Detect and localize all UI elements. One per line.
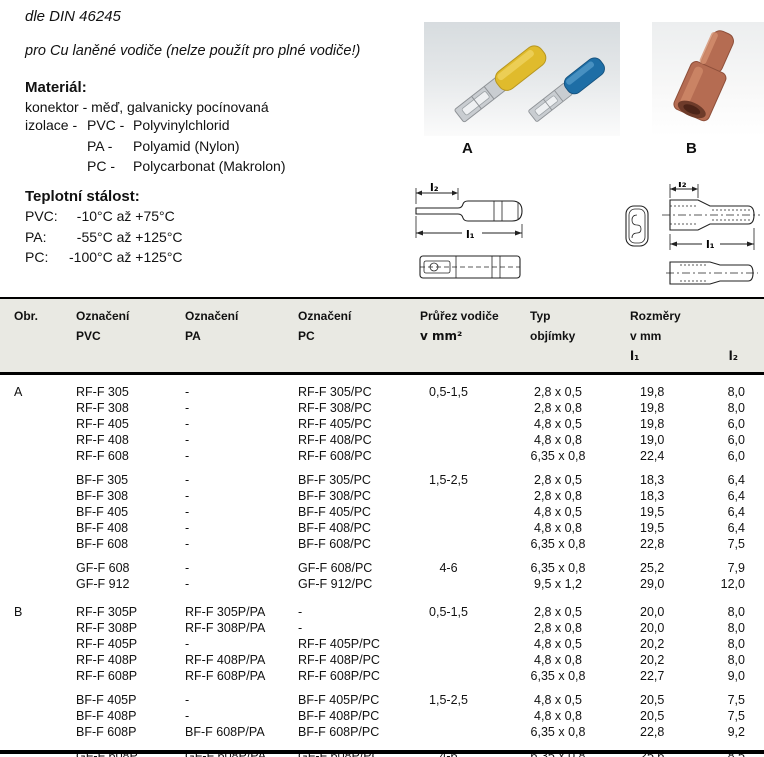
table-row (0, 504, 764, 520)
insulation-name: Polyvinylchlorid (133, 117, 230, 133)
table-row (0, 576, 764, 592)
dim-l1-value: 20,0 (640, 605, 665, 619)
pc-designation: BF-F 308/PC (298, 489, 371, 503)
dim-l1-value: 19,0 (640, 433, 665, 447)
pvc-designation: BF-F 608P (76, 725, 137, 739)
header-prurez: Průřez vodiče (420, 309, 499, 323)
dim-l1-value: 19,8 (640, 401, 665, 415)
sleeve-type: 4,8 x 0,8 (534, 653, 582, 667)
dim-l1-value: 22,8 (640, 537, 665, 551)
group-spacer (0, 684, 764, 692)
table-row (0, 636, 764, 652)
pa-designation: RF-F 408P/PA (185, 653, 266, 667)
section-label: B (14, 605, 23, 619)
pvc-designation: BF-F 308 (76, 489, 129, 503)
pc-designation: - (298, 621, 303, 635)
pvc-designation: RF-F 308P (76, 621, 138, 635)
dim-l2-value: 6,0 (727, 449, 745, 463)
pa-designation: - (185, 417, 190, 431)
wire-cross-section: 0,5-1,5 (429, 605, 468, 619)
pa-designation: - (185, 401, 190, 415)
pc-designation: BF-F 408P/PC (298, 709, 380, 723)
pc-designation: GF-F 608/PC (298, 561, 373, 575)
dim-l2-value: 8,0 (727, 385, 745, 399)
table-row (0, 692, 764, 708)
sleeve-type: 9,5 x 1,2 (534, 577, 582, 591)
dim-l2-value: 6,0 (727, 417, 745, 431)
pc-designation: GF-F 912/PC (298, 577, 373, 591)
pa-designation: - (185, 577, 190, 591)
header-pa: PA (185, 329, 201, 343)
header-l2: l₂ (728, 349, 738, 363)
temperature-title: Teplotní stálost: (25, 188, 140, 205)
pc-designation: BF-F 608P/PC (298, 725, 380, 739)
insulation-name: Polycarbonat (Makrolon) (133, 158, 286, 174)
sleeve-type: 4,8 x 0,5 (534, 637, 582, 651)
sleeve-type: 6,35 x 0,8 (530, 449, 586, 463)
dim-l2-value: 8,0 (727, 637, 745, 651)
dim-l1-value: 20,2 (640, 637, 665, 651)
dim-l2-value: 7,9 (727, 561, 745, 575)
table-row (0, 488, 764, 504)
sleeve-type: 6,35 x 0,8 (530, 537, 586, 551)
table-row (0, 416, 764, 432)
wire-cross-section: 0,5-1,5 (429, 385, 468, 399)
dim-l1-value: 19,8 (640, 417, 665, 431)
pvc-designation: RF-F 608P (76, 669, 138, 683)
pc-designation: RF-F 405P/PC (298, 637, 380, 651)
sleeve-type: 2,8 x 0,8 (534, 489, 582, 503)
dim-l1-value: 19,8 (640, 385, 665, 399)
dim-l2-value: 8,0 (727, 653, 745, 667)
figure-b-label: B (686, 140, 697, 157)
spec-table (0, 297, 764, 757)
temperature-list (25, 208, 183, 265)
table-row (0, 448, 764, 464)
spec-table-body (0, 375, 764, 757)
pc-designation: RF-F 405/PC (298, 417, 372, 431)
pa-designation: RF-F 308P/PA (185, 621, 266, 635)
sleeve-type: 2,8 x 0,8 (534, 621, 582, 635)
dim-l2-value: 6,0 (727, 433, 745, 447)
pvc-designation: RF-F 405P (76, 637, 138, 651)
insulation-name: Polyamid (Nylon) (133, 137, 240, 154)
dim-l1-value: 20,0 (640, 621, 665, 635)
sleeve-type: 6,35 x 0,8 (530, 725, 586, 739)
pc-designation: BF-F 405/PC (298, 505, 371, 519)
sleeve-type: 2,8 x 0,5 (534, 473, 582, 487)
pa-designation: - (185, 489, 190, 503)
pa-designation: - (185, 473, 190, 487)
dim-l2-value: 8,0 (727, 621, 745, 635)
table-row (0, 472, 764, 488)
photo-connectors-a (424, 22, 620, 136)
bottom-rule (0, 750, 764, 754)
group-spacer (0, 740, 764, 748)
dim-l2-value: 9,0 (727, 669, 745, 683)
table-row (0, 652, 764, 668)
pc-designation: BF-F 305/PC (298, 473, 371, 487)
wire-cross-section: 4-6 (439, 561, 458, 575)
header-obr: Obr. (14, 309, 39, 323)
pvc-designation: RF-F 408 (76, 433, 129, 447)
sleeve-type: 6,35 x 0,8 (530, 669, 586, 683)
temp-range: -100°C až +125°C (69, 249, 183, 265)
pa-designation: RF-F 608P/PA (185, 669, 266, 683)
pc-designation: BF-F 405P/PC (298, 693, 380, 707)
pa-designation: - (185, 693, 190, 707)
table-row (0, 384, 764, 400)
pvc-designation: RF-F 305P (76, 605, 138, 619)
header-vmm: v mm (630, 329, 662, 343)
temp-label: PC: (25, 249, 49, 265)
pa-designation: - (185, 561, 190, 575)
usage-note: pro Cu laněné vodiče (nelze použít pro plné vodiče!) (25, 43, 361, 59)
table-row (0, 520, 764, 536)
dim-l2-value: 8,0 (727, 605, 745, 619)
pc-designation: - (298, 605, 303, 619)
pvc-designation: BF-F 408 (76, 521, 129, 535)
header-oznaceni-pa: Označení (185, 309, 239, 323)
insulation-abbr: PVC - (87, 117, 125, 133)
insulation-list (25, 117, 286, 174)
dim-l2-label: l₂ (430, 182, 439, 194)
sleeve-type: 2,8 x 0,5 (534, 385, 582, 399)
dim-l1-label: l₁ (466, 228, 475, 241)
pa-designation: - (185, 433, 190, 447)
header-oznaceni-pc: Označení (298, 309, 352, 323)
table-row (0, 620, 764, 636)
pa-designation: RF-F 305P/PA (185, 605, 266, 619)
sleeve-type: 4,8 x 0,8 (534, 709, 582, 723)
temp-label: PVC: (25, 208, 58, 224)
dimension-diagram-a (406, 182, 548, 299)
temp-label: PA: (25, 228, 47, 245)
sleeve-type: 4,8 x 0,8 (534, 521, 582, 535)
pa-designation: - (185, 537, 190, 551)
pa-designation: BF-F 608P/PA (185, 725, 265, 739)
pc-designation: RF-F 305/PC (298, 385, 372, 399)
section-spacer (0, 592, 764, 604)
dim-l1-value: 22,7 (640, 669, 665, 683)
dim-l1-value: 20,2 (640, 653, 665, 667)
pc-designation: RF-F 608P/PC (298, 669, 380, 683)
header-pvc: PVC (76, 329, 101, 343)
header-pc: PC (298, 329, 315, 343)
dim-l1-value: 25,2 (640, 561, 665, 575)
pa-designation: - (185, 521, 190, 535)
dim-l1-value: 19,5 (640, 521, 665, 535)
dim-l1-label: l₁ (706, 238, 715, 251)
table-row (0, 724, 764, 740)
connector-photo-a-image (424, 22, 620, 136)
material-connector-line: konektor - měď, galvanicky pocínovaná (25, 99, 269, 115)
header-typ: Typ (530, 309, 551, 323)
wire-cross-section: 1,5-2,5 (429, 473, 468, 487)
dim-l1-value: 22,8 (640, 725, 665, 739)
photo-connector-b (652, 22, 764, 136)
header-mm2: v mm² (420, 329, 463, 343)
dim-l2-value: 7,5 (727, 709, 745, 723)
header-oznaceni-pvc: Označení (76, 309, 130, 323)
section-label: A (14, 385, 23, 399)
pc-designation: BF-F 408/PC (298, 521, 371, 535)
dim-l2-value: 6,4 (727, 521, 745, 535)
table-row (0, 668, 764, 684)
dim-l1-value: 29,0 (640, 577, 665, 591)
temp-range: -55°C až +125°C (69, 228, 183, 245)
dim-l2-value: 6,4 (727, 473, 745, 487)
sleeve-type: 2,8 x 0,8 (534, 401, 582, 415)
header-objimky: objímky (530, 329, 576, 343)
pvc-designation: RF-F 408P (76, 653, 138, 667)
pa-designation: - (185, 709, 190, 723)
figure-a-label: A (462, 140, 473, 157)
pvc-designation: RF-F 305 (76, 385, 129, 399)
pvc-designation: RF-F 308 (76, 401, 129, 415)
dim-l1-value: 19,5 (640, 505, 665, 519)
wire-cross-section: 1,5-2,5 (429, 693, 468, 707)
dim-l2-value: 7,5 (727, 537, 745, 551)
table-row (0, 560, 764, 576)
spec-table-header (0, 297, 764, 375)
dim-l2-value: 12,0 (720, 577, 745, 591)
pa-designation: - (185, 449, 190, 463)
group-spacer (0, 464, 764, 472)
pvc-designation: RF-F 608 (76, 449, 129, 463)
sleeve-type: 2,8 x 0,5 (534, 605, 582, 619)
pvc-designation: BF-F 305 (76, 473, 129, 487)
dim-l2-value: 6,4 (727, 489, 745, 503)
dim-l1-value: 18,3 (640, 473, 665, 487)
pc-designation: RF-F 608/PC (298, 449, 372, 463)
dim-l1-value: 20,5 (640, 709, 665, 723)
pvc-designation: BF-F 405P (76, 693, 137, 707)
table-row (0, 400, 764, 416)
dim-l2-value: 9,2 (727, 725, 745, 739)
pc-designation: RF-F 408P/PC (298, 653, 380, 667)
diagram-b-image (620, 182, 764, 294)
sleeve-type: 4,8 x 0,5 (534, 505, 582, 519)
dimension-diagram-b (620, 182, 764, 299)
table-row (0, 708, 764, 724)
header-l1: l₁ (630, 349, 640, 363)
diagram-a-image (406, 182, 548, 294)
pc-designation: RF-F 308/PC (298, 401, 372, 415)
dim-l2-value: 6,4 (727, 505, 745, 519)
group-spacer (0, 552, 764, 560)
dim-l2-value: 8,0 (727, 401, 745, 415)
insulation-abbr: PA - (87, 137, 113, 154)
din-standard: dle DIN 46245 (25, 8, 121, 25)
pvc-designation: BF-F 405 (76, 505, 129, 519)
dim-l1-value: 22,4 (640, 449, 665, 463)
sleeve-type: 4,8 x 0,8 (534, 433, 582, 447)
dim-l1-value: 20,5 (640, 693, 665, 707)
pvc-designation: GF-F 912 (76, 577, 130, 591)
dim-l2-value: 7,5 (727, 693, 745, 707)
sleeve-type: 4,8 x 0,5 (534, 693, 582, 707)
table-row (0, 536, 764, 552)
pa-designation: - (185, 505, 190, 519)
pa-designation: - (185, 637, 190, 651)
pvc-designation: GF-F 608 (76, 561, 130, 575)
material-title: Materiál: (25, 79, 87, 96)
pvc-designation: BF-F 608 (76, 537, 129, 551)
temp-range: -10°C až +75°C (69, 208, 175, 224)
insulation-abbr: PC - (87, 158, 115, 174)
table-row (0, 432, 764, 448)
dim-l1-value: 18,3 (640, 489, 665, 503)
sleeve-type: 4,8 x 0,5 (534, 417, 582, 431)
pa-designation: - (185, 385, 190, 399)
pvc-designation: BF-F 408P (76, 709, 137, 723)
sleeve-type: 6,35 x 0,8 (530, 561, 586, 575)
header-rozmery: Rozměry (630, 309, 681, 323)
pc-designation: RF-F 408/PC (298, 433, 372, 447)
dim-l2-label: l₂ (678, 182, 687, 190)
pvc-designation: RF-F 405 (76, 417, 129, 431)
insulation-label: izolace - (25, 117, 78, 133)
pc-designation: BF-F 608/PC (298, 537, 371, 551)
connector-photo-b-image (652, 22, 764, 136)
table-row (0, 604, 764, 620)
